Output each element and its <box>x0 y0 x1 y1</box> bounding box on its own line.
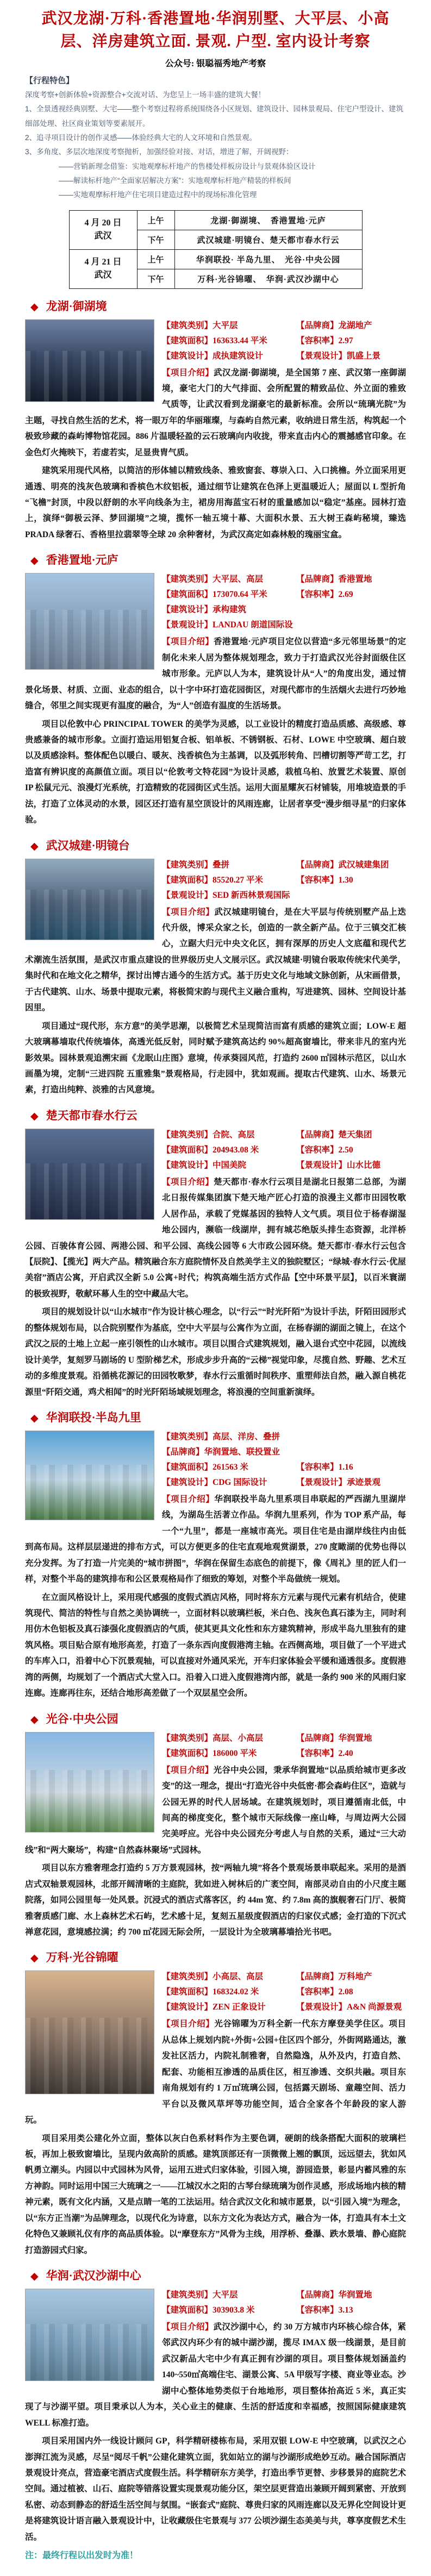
project-section <box>25 1107 406 1400</box>
section-title-text: 万科·光谷锦曜 <box>46 1951 118 1964</box>
spec-label: 【建筑类别】 <box>162 1972 213 1982</box>
spec-label: 【容积率】 <box>296 1987 339 1997</box>
spec-line <box>162 1429 406 1460</box>
spec-pair <box>296 858 389 873</box>
spec-line <box>162 1731 406 1746</box>
diamond-icon: ◆ <box>30 1714 39 1725</box>
spec-pair <box>162 318 296 333</box>
spec-line <box>162 1460 406 1475</box>
spec-line <box>162 1128 406 1143</box>
section-body <box>25 318 406 543</box>
project-section <box>25 1949 406 2258</box>
project-section <box>25 1409 406 1702</box>
spec-label: 【建筑类别】 <box>162 2290 213 2300</box>
features-line: ——营销新理念借鉴：实地观摩标杆地产的售楼处样板房设计与景观体验区设计 <box>59 162 316 171</box>
spec-label: 【容积率】 <box>296 336 339 345</box>
spec-value: 163633.44 平米 <box>213 336 267 345</box>
spec-label: 【建筑设计】 <box>162 2002 213 2012</box>
section-title <box>25 1107 406 1123</box>
spec-value: 香港置地 <box>338 575 372 584</box>
project-paragraph: 建筑采用现代风格，以简洁的形体辅以精致线条、雅致窗套、尊崇入口、入口挑檐。外立面采用更通透、明亮的浅灰色玻璃和香槟色木纹铝板，通过细节让建筑在色泽上更温暖近人；屋面以 L 型折角“飞檐”封顶，中段以舒朗的水平向线条为主，裙房用海蓝宝石材的重量感加以“稳定”基座。园林打造上，演绎“御极云泽、梦回湖境”之境，揽怀一轴五境十幕、大面积水景、五大树王森屿秘境，臻选 PRADA 绿奢石、香格里拉翡翠等全球 20 余种奢材，为武汉高定如森林般的瑰丽宝盒。 <box>25 466 406 539</box>
spec-label: 【景观设计】 <box>296 2002 347 2012</box>
project-photo <box>25 2289 154 2381</box>
final-note: 注：最终行程以出发时为准！ <box>25 2551 139 2561</box>
intro-label: 【项目介绍】 <box>162 368 214 377</box>
project-photo <box>25 859 154 940</box>
project-photo <box>25 1970 154 2094</box>
itinerary-items: 华润联投· 半岛九里、 光谷·中央公园 <box>174 249 362 269</box>
spec-value: 成执建筑设计 <box>213 351 264 361</box>
spec-pair <box>162 1731 296 1746</box>
spec-value: 大平层 <box>213 2290 238 2300</box>
spec-value: 3.13 <box>338 2306 353 2315</box>
intro-text: 华润联投半岛九里系项目串联起的严西湖九里湖岸线，为湖岛生活著立作品。华润九里系列，作为 TOP 系产品，每一个“九里”，都是一座城市高光。项目住宅是由湖岸线往内由低到高布局。这样层层递进的排布方式，可以方便更多的住宅直观地观赏湖景，270 度瞰湖的优势也得以充分发挥。为了打造一片完美的“城市拼图”，华润在保留生态底色的前提下，像《周礼》里的匠人们一样，对整个半岛的建筑排布和公区景观格局作了细致的筹划，对整个半岛做统一规划。 <box>25 1494 406 1584</box>
diamond-icon: ◆ <box>30 1110 39 1122</box>
spec-pair <box>162 1746 296 1761</box>
spec-pair <box>296 1969 372 1985</box>
spec-value: 华润置地 <box>338 2290 372 2300</box>
spec-pair <box>162 2000 296 2015</box>
spec-line <box>162 318 406 333</box>
spec-label: 【建筑面积】 <box>162 2306 213 2315</box>
project-paragraph: 项目采用类公建化外立面，整体以灰白色系材料作为主要色调，硬朗的线条搭配大面积的玻璃栏板，再加上极致窗墙比，呈现内敛高阶的质感。建筑顶部还有一顶微微上翘的飘顶，远远望去，犹如风帆勇立潮头。内园以中式园林为风骨，运用五进式归家体验，引园入境，游园造景，彰显内蓄风雅的东方神韵。同时运用中国三大琉璃之一——江城汉水之阳的古琴台绿琉璃为创作灵感，形成场地内核的精神元素，既有文化内涵，又是点睛一笔的工法运用。结合武汉文化和城市愿景，以“引园入境”为理念，以“东方正当潮”为品牌理念，以现代化为诗意，以东方文化为表达方式，融合为一体，打造具有本土文化特色又兼顾礼仪有序的高品质体验。以“摩登东方”风骨为主线，用浮桥、叠瀑、跌水景墙、静心庭院打造游园式归家。 <box>25 2133 406 2255</box>
spec-value: A&N 尚源景观 <box>346 2002 402 2012</box>
spec-pair <box>162 858 296 873</box>
table-row <box>69 249 362 269</box>
section-body <box>25 858 406 1098</box>
spec-line <box>162 333 406 349</box>
spec-value: 凯盛上景 <box>346 351 380 361</box>
spec-value: 承迹景观 <box>346 1477 380 1487</box>
section-title <box>25 2267 406 2283</box>
spec-pair <box>296 349 380 364</box>
intro-text: 香港置地·元庐项目定位以营造“多元邻里场景”的定制化未来人居为整体规划理念，致力于打造武汉光谷封面级住区城市形象。元庐以人为本，建筑设计从“人”的角度出发，通过情景化场景、材质、立面、业态的组合，以十字中环打造花园街区，对现代都市的生活烟火去进行巧妙地缝合，邻里之间实现更有温度的融合，为“人”创造有温度的生活场景。 <box>25 637 406 711</box>
spec-label: 【建筑面积】 <box>162 590 213 600</box>
spec-line <box>162 572 406 587</box>
spec-value: 2.69 <box>338 590 353 600</box>
features-line: 2、追寻项目设计的创作灵感——体验经典大宅的人文环境和自然景观。 <box>25 133 257 142</box>
spec-label: 【品牌商】 <box>296 575 339 584</box>
spec-value: 85520.27 平米 <box>213 875 264 885</box>
section-title <box>25 1409 406 1425</box>
spec-label: 【建筑类别】 <box>162 860 213 870</box>
spec-label: 【建筑面积】 <box>162 1462 213 1472</box>
section-body <box>25 1731 406 1941</box>
features-line: ——实地观摩标杆地产住宅项目建造过程中的现场标准化管理 <box>59 191 257 199</box>
spec-value: 2.50 <box>338 1145 353 1155</box>
spec-value: 万科地产 <box>338 1972 372 1982</box>
spec-label: 【建筑类别】 <box>162 320 213 330</box>
project-section <box>25 298 406 543</box>
date-text: 4 月 21 日 <box>84 257 122 267</box>
spec-label: 【建筑类别】 <box>162 575 213 584</box>
spec-line <box>162 1158 406 1173</box>
spec-label: 【建筑设计】 <box>162 605 213 615</box>
spec-label: 【容积率】 <box>296 875 339 885</box>
intro-text: 光谷锦曜为万科全新一代东方摩登美学住区。项目从总体上规划内院+外街+公园+住区四个部分，外街网路通达，激发社区活力，内院礼制雅奢，自然隐逸，从外及内，打造自然、配套、功能相互渗透的品质住区，相互渗透、交织共融。项目东南角规划有约 1 万㎡琉璃公园，包括露天剧场、童趣空间、活力平台以及微风草坪等功能空间，适合全家各个年龄段的家人游玩。 <box>25 2019 406 2125</box>
spec-label: 【景观设计】 <box>162 890 213 900</box>
spec-pair <box>162 1460 296 1475</box>
spec-line <box>162 1969 406 1985</box>
section-title <box>25 551 406 568</box>
trip-features <box>25 74 406 203</box>
spec-line <box>162 888 406 903</box>
spec-label: 【景观设计】 <box>162 620 213 630</box>
section-title-text: 华润联投·半岛九里 <box>46 1410 141 1424</box>
spec-pair <box>296 1128 372 1143</box>
spec-pair <box>162 1985 296 2000</box>
time-cell: 下午 <box>137 230 174 249</box>
project-paragraph: 在立面风格设计上，采用现代感强的度假式酒店风格，同时将东方元素与现代元素有机结合，使建筑现代、简洁的特性与自然之美协调统一，立面材料以玻璃栏板，米白色、浅灰色真石漆为主，同时利用仿木色铝板及真石漆强化度假酒店的气质，使其更具文化性和东方建筑精神，形成半岛九里独有的建筑风格。项目贴合原有地形高差，打造了一条东西向度假港湾主轴。在西侧高地，项目做了一个平进式的车库入口，沿着中心下沉景观轴，可以直接对外通风采光，开车归家体验会平缓和通透很多。度假港湾的两侧，均规划了一个酒店式大堂入口。沿着入口进入度假港湾内部，就是一条约 900 米的风雨归家连廊。连廊再往东，还结合地形高差做了一个双层星空会所。 <box>25 1592 406 1698</box>
spec-pair <box>162 1969 296 1985</box>
spec-pair <box>162 1429 296 1445</box>
spec-pair <box>162 572 296 587</box>
section-title-text: 楚天都市春水行云 <box>46 1109 138 1122</box>
spec-line <box>162 602 406 633</box>
spec-pair <box>162 349 296 364</box>
section-title <box>25 1710 406 1727</box>
spec-line <box>162 587 406 602</box>
spec-value: 山水比德 <box>346 1160 380 1170</box>
spec-value: 武汉城建集团 <box>338 860 389 870</box>
intro-text: 武汉沙湖中心，约 30 万方城市内环核心综合体，紧邻武汉内环少有的城中湖沙湖，揽尽 IMAX 级一线湖景，是目前武汉新品大宅中少有真正拥有沙湖的项目。项目整体规划涵盖约 140~550㎡高端住宅、湖景公寓、5A 甲级写字楼、商业等业态。沙湖中心整体地势类似于台地地形，项目整体抬高近 5 米，真正实现了与沙湖平望。项目秉承以人为本，关心业主的健康、生活的舒适度和幸福感，按照国际健康建筑 WELL 标准打造。 <box>25 2322 406 2428</box>
spec-value: ZEN 正象设计 <box>213 2002 266 2012</box>
section-body <box>25 1429 406 1702</box>
spec-line <box>162 873 406 888</box>
project-paragraph: 项目的规划设计以“山水城市”作为设计核心理念，以“行云”“时光阡陌”为设计手法，阡陌田园形式的整体规划布局，以合院别墅作为基底，空中大平层与公寓作为立面，在杨春湖的湖面之镜上，在这个武汉之辰的土地上立起一座引领性的山水城市。项目以围合式建筑规划，融入退台式空中花园，以流线设计美学，复刻罗马剧场的 U 型阶梯艺术，形成步步升高的“云梯”视觉印象，尽揽自然、野趣、艺术互动的多维度景观。沿循桃花源记的田园牧歌梦，春水行云重循时间秩序、重塑师法自然，融入源自桃花源里“阡陌交通，鸡犬相闻”的时光阡陌场域规划理念，将浪漫的空间重新演绎。 <box>25 1307 406 1397</box>
spec-pair <box>296 1143 353 1158</box>
spec-label: 【景观设计】 <box>296 351 347 361</box>
spec-pair <box>296 333 353 349</box>
section-title <box>25 837 406 853</box>
spec-label: 【景观设计】 <box>296 1477 347 1487</box>
itinerary-items: 龙湖·御湖境、 香港置地·元庐 <box>174 210 362 230</box>
official-account-line: 公众号: 银聪福秀地产考察 <box>165 59 266 68</box>
table-row <box>69 210 362 230</box>
spec-label: 【建筑类别】 <box>162 1733 213 1743</box>
spec-pair <box>162 1445 280 1460</box>
spec-label: 【容积率】 <box>296 1748 339 1758</box>
spec-value: 高层、小高层 <box>213 1733 264 1743</box>
spec-pair <box>296 2000 402 2015</box>
spec-pair <box>296 1158 380 1173</box>
spec-value: 小高层、高层 <box>213 1972 264 1982</box>
itinerary-items: 武汉城建·明镜台、楚天都市春水行云 <box>174 230 362 249</box>
diamond-icon: ◆ <box>30 1412 39 1424</box>
spec-label: 【容积率】 <box>296 1145 339 1155</box>
spec-value: 中国美院 <box>213 1160 247 1170</box>
intro-label: 【项目介绍】 <box>162 1494 215 1504</box>
spec-value: 186000 平米 <box>213 1748 257 1758</box>
spec-value: 华润置地 <box>338 1733 372 1743</box>
spec-pair <box>162 602 296 618</box>
section-title-text: 武汉城建·明镜台 <box>46 839 130 852</box>
spec-value: 龙湖地产 <box>338 320 372 330</box>
spec-pair <box>296 2303 353 2318</box>
intro-label: 【项目介绍】 <box>162 1765 214 1775</box>
spec-pair <box>162 2303 296 2318</box>
project-paragraph: 项目以伦敦中心 PRINCIPAL TOWER 的美学为灵感，以工业设计的精度打造品质感、高级感、尊贵感兼备的城市形象。立面打造运用铝复合板、铝单板、不锈钢板、石材、LOWE 中空玻璃、超白玻以及质感涂料。整体配色以暖白、暖灰、浅香槟色为主基调，以及弧形转角、凹槽切割等严苛工艺，打造富有辨识度的高颜值立面。项目以“伦敦考文特花园”为设计灵感，栽植乌桕、放置艺术装置、原创 IP 松鼠元元、浪漫灯光系统，打造精致的花园街区式生活。运用大面星耀灰石材铺装，用堆坡造景的手法，打造了立体灵动的水景，园区还打造有星空顶设计的风雨连廊，让居者享受“漫步细寻星”的归家体验。 <box>25 719 406 825</box>
project-photo <box>25 1431 154 1520</box>
project-section <box>25 551 406 828</box>
time-cell: 上午 <box>137 249 174 269</box>
date-text: 4 月 20 日 <box>84 218 122 228</box>
spec-pair <box>296 1746 353 1761</box>
city-text: 武汉 <box>94 270 112 280</box>
time-cell: 下午 <box>137 269 174 288</box>
diamond-icon: ◆ <box>30 1953 39 1964</box>
spec-value: 2.08 <box>338 1987 353 1997</box>
spec-label: 【品牌商】 <box>296 1972 339 1982</box>
spec-label: 【建筑面积】 <box>162 875 213 885</box>
project-photo <box>25 573 154 670</box>
spec-label: 【品牌商】 <box>296 1733 339 1743</box>
spec-line <box>162 2303 406 2318</box>
project-section <box>25 837 406 1098</box>
intro-text: 武汉城建明镜台，是在大平层与传统别墅产品上迭代升级，博采众家之长，创造的一款全新产品。位于三镇交汇核心，立踞大归元中央文化区，拥有深厚的历史人文底蕴和现代艺术潮流生活氛围，是武汉市重点建设的世界级历史人文展示区。武汉城建·明镜台吸取传统宋代美学，集时代和在地文化之精华，探讨出博古通今的生活方式。基于历史文化与地域文脉创新，从宋画借景，于古代建筑、山水、场景中提取元素，将极简宋韵与现代主义融合重构，写进建筑、园林、空间设计基因里。 <box>25 907 406 1013</box>
section-body <box>25 1969 406 2258</box>
spec-value: 303903.8 米 <box>213 2306 255 2315</box>
project-section <box>25 1710 406 1941</box>
spec-pair <box>296 1731 372 1746</box>
page-title: 武汉龙湖·万科·香港置地·华润别墅、大平层、小高层、洋房建筑立面. 景观. 户型. 室内设计考察 <box>41 10 390 50</box>
spec-label: 【建筑设计】 <box>162 351 213 361</box>
intro-label: 【项目介绍】 <box>162 907 215 917</box>
spec-label: 【建筑类别】 <box>162 1130 213 1139</box>
section-title-text: 光谷·中央公园 <box>46 1712 118 1725</box>
itinerary-table <box>69 210 363 289</box>
section-body <box>25 2288 406 2545</box>
spec-label: 【建筑设计】 <box>162 1160 213 1170</box>
spec-value: 2.40 <box>338 1748 353 1758</box>
spec-value: 大平层 <box>213 320 238 330</box>
spec-value: 168324.02 米 <box>213 1987 259 1997</box>
spec-label: 【品牌商】 <box>296 1130 339 1139</box>
spec-value: SED 新西林景观国际 <box>213 890 290 900</box>
diamond-icon: ◆ <box>30 555 39 567</box>
spec-value: 204943.08 米 <box>213 1145 259 1155</box>
spec-pair <box>296 1460 353 1475</box>
spec-value: 2.97 <box>338 336 353 345</box>
spec-value: 楚天集团 <box>338 1130 372 1139</box>
section-title-text: 香港置地·元庐 <box>46 553 118 567</box>
project-photo <box>25 1129 154 1220</box>
features-line: 深度考察+创新体验+资源整合+交流对话、为您呈上一场丰盛的建筑大餐！ <box>25 91 266 99</box>
itinerary-items: 万科·光谷锦曜、 华润·武汉沙湖中心 <box>174 269 362 288</box>
spec-value: CDG 国际设计 <box>213 1477 267 1487</box>
spec-label: 【容积率】 <box>296 2306 339 2315</box>
spec-value: 大平层、高层 <box>213 575 264 584</box>
spec-label: 【建筑面积】 <box>162 1145 213 1155</box>
section-body <box>25 1128 406 1400</box>
spec-value: 华润置地、联投置业 <box>204 1447 280 1457</box>
project-sections <box>25 298 406 2546</box>
project-paragraph: 项目通过“现代形，东方意”的美学思潮，以极简艺术呈现简洁而富有质感的建筑立面；LOW-E 超大玻璃幕墙取代传统墙体，高透光低反射，同时赋予建筑高达约 90%超高窗墙比，带来非凡的室内光影效果。园林景观追溯宋画《龙眠山庄图》意境，传承葵园风范，打造约 2600 ㎡园林示范区，以山水画墨为境，定制“三进四院 五重雅集”景观格局，行走园中，犹如观画。提取古代建筑、山水、场景元素，打造出纯粹、淡雅的古风意境。 <box>25 1021 406 1095</box>
intro-text: 武汉龙湖·御湖境，是全国第 7 座、武汉第一座御湖境，豪宅大门的大气排面、会所配置的精致品位、外立面的雅致气质等，让武汉看到龙湖豪宅的最新标准。会所以“琉璃光院”为主题，寻找自然生活的艺术，将一眼万年的华丽璀璨，与森屿自然元素，收纳进日常生活，构筑起一个极致珍藏的森屿博物馆花园。886 片温暖轻盈的云石玻璃向内收拢，带来直击内心的震撼感官印象。在金色灯火掩映下，若虚若实，足显贵胄气质。 <box>25 368 406 457</box>
intro-label: 【项目介绍】 <box>162 2322 214 2332</box>
spec-value: 1.16 <box>338 1462 353 1472</box>
spec-pair <box>296 1985 353 2000</box>
spec-label: 【建筑面积】 <box>162 1748 213 1758</box>
spec-label: 【建筑类别】 <box>162 1432 213 1441</box>
spec-value: 173070.64 平米 <box>213 590 267 600</box>
spec-pair <box>162 888 296 903</box>
spec-value: 承构建筑 <box>213 605 247 615</box>
intro-label: 【项目介绍】 <box>162 2019 215 2029</box>
spec-label: 【建筑设计】 <box>162 1477 213 1487</box>
diamond-icon: ◆ <box>30 840 39 852</box>
project-paragraph: 项目以东方雅奢理念打造约 5 万方景观园林，按“两轴九境”将各个景观场景串联起来。采用的是酒店式双轴景观园林，北部开阔清晰的主庭院，犹如进入树林后的广袤空间，南部灵动自由的小尺度主题院落，如同公园里每一处风景。沉浸式的酒店式落客区，约 44m 宽、约 7.8m 高的旗舰奢石门厅、极简雅奢质感门廊、水上森林艺术石屿，艺术感十足，复刻五星级度假酒店的归家仪式感；金打造的下沉式禅意花园，意境感拉满；约 700 ㎡花园无际会所，一层设计为全玻璃幕墙拾光书吧。 <box>25 1863 406 1937</box>
spec-pair <box>296 318 372 333</box>
spec-line <box>162 2288 406 2303</box>
project-photo <box>25 1732 154 1832</box>
features-line: 3、多角度、多层次地深度考察抛析，加强经验对接、对话，增进了解，开阔视野： <box>25 148 293 156</box>
spec-pair <box>296 587 353 602</box>
spec-pair <box>162 1158 296 1173</box>
spec-pair <box>162 587 296 602</box>
spec-pair <box>162 1143 296 1158</box>
features-line: 1、全景透视经典别墅、大宅——整个考察过程将系统围绕各小区规划、建筑设计、园林景观局、住宅户型设计、建筑细部处理、社区商业策划等要素展开。 <box>25 105 404 128</box>
project-photo <box>25 319 154 402</box>
spec-label: 【景观设计】 <box>296 1160 347 1170</box>
spec-label: 【容积率】 <box>296 590 339 600</box>
spec-pair <box>296 873 353 888</box>
spec-pair <box>296 572 372 587</box>
spec-label: 【建筑面积】 <box>162 336 213 345</box>
spec-pair <box>162 618 293 633</box>
spec-label: 【建筑面积】 <box>162 1987 213 1997</box>
spec-pair <box>162 1475 296 1490</box>
project-paragraph: 项目采用国内外一线设计顾问 GP，科学精研楼栋布局，采用双银 LOW-E 中空玻璃，以武汉之心澎湃江流为灵感，尽呈“阅尽千帆”公建化建筑立面，犹如站立的湖与沙湖形成绝妙互动。融合国际酒店景观设计亮点，营造豪宅酒店式度假生活。科学精研东方美学，打造出季节更替、步移景异的庭院艺术空间。通过植被、山石、庭院等错落设置实现景观功能分区，架空层更营造出兼顾开阔到紧密、开放到私密、动态到静态的舒适生活空间与氛围。“嵌套式”庭院、尊贵归家的风雨连廊以及无界化空间设计更是将建筑设计语言融入景观设计中，让收藏级住宅景观与 377 公顷沙湖生态美美与共，尊享度假艺术生活。 <box>25 2436 406 2542</box>
spec-value: 高层、洋房、叠拼 <box>213 1432 280 1441</box>
date-cell <box>69 249 137 288</box>
spec-label: 【品牌商】 <box>296 320 339 330</box>
spec-line <box>162 1143 406 1158</box>
features-heading: 【行程特色】 <box>25 77 74 85</box>
spec-pair <box>162 2288 296 2303</box>
spec-line <box>162 858 406 873</box>
intro-label: 【项目介绍】 <box>162 1177 214 1187</box>
spec-pair <box>296 2288 372 2303</box>
city-text: 武汉 <box>94 231 112 241</box>
spec-value: 1.30 <box>338 875 353 885</box>
date-cell <box>69 210 137 249</box>
spec-label: 【品牌商】 <box>162 1447 204 1457</box>
spec-pair <box>162 873 296 888</box>
spec-value: 合院、高层 <box>213 1130 255 1139</box>
spec-pair <box>162 1128 296 1143</box>
intro-text: 光谷中央公园，秉承华润置地“以品质给城市更多改变”的这一理念，提出“打造光谷中央低密·都会森屿住区”，造就与公园无界的时代人居场域。在建筑规划时，项目遵循南北低，中间高的梯度变化，整个城市天际线像一座山峰，与周边两大公园完美呼应。光谷中央公园充分考虑人与自然的关系，通过“三大动线”和“两大聚场”，构建“自然森林聚场”式园林。 <box>25 1765 406 1855</box>
spec-pair <box>162 333 296 349</box>
spec-value: 261563 米 <box>213 1462 248 1472</box>
section-title <box>25 298 406 314</box>
project-section <box>25 2267 406 2545</box>
intro-label: 【项目介绍】 <box>162 637 214 647</box>
section-title <box>25 1949 406 1965</box>
spec-line <box>162 349 406 364</box>
spec-line <box>162 2000 406 2015</box>
spec-label: 【品牌商】 <box>296 860 339 870</box>
diamond-icon: ◆ <box>30 2271 39 2282</box>
section-title-text: 龙湖·御湖境 <box>46 299 107 313</box>
section-body <box>25 572 406 828</box>
spec-label: 【容积率】 <box>296 1462 339 1472</box>
spec-line <box>162 1746 406 1761</box>
spec-value: LANDAU 朗道国际设 <box>213 620 293 630</box>
spec-value: 叠拼 <box>213 860 230 870</box>
diamond-icon: ◆ <box>30 301 39 313</box>
time-cell: 上午 <box>137 210 174 230</box>
intro-text: 楚天都市·春水行云项目是湖北日报第二总部，为湖北日报传媒集团旗下楚天地产匠心打造的浪漫主义都市田园牧歌人居作品，承载了党媒基因的独特人文气质。项目位于杨春湖湿地公园内，濒临一线湖岸，拥有城芯绝版头排生态资源，北洋桥公园、百骏体育公园、两港公园、和平公园、高线公园等 6 大市政公园环绕。楚天都市·春水行云包含【辰院】、【揽光】两大产品。精筑融合东方庭院情怀及自然美学主义的独院墅区；“绿城·春水行云·优屋美宿”酒店公寓，开启武汉全新 5.0 公寓+时代；构筑高端生活方式作品【空中环景平层】，以百米寰湖的极致视野，敬献环幕人生的空中藏品大宅。 <box>25 1177 406 1299</box>
spec-line <box>162 1985 406 2000</box>
spec-label: 【品牌商】 <box>296 2290 339 2300</box>
features-line: ——解读标杆地产“全面家居解决方案”：实地观摩标杆地产精装的样板间 <box>59 176 291 185</box>
spec-line <box>162 1475 406 1490</box>
section-title-text: 华润·武汉沙湖中心 <box>46 2269 141 2282</box>
spec-pair <box>296 1475 380 1490</box>
